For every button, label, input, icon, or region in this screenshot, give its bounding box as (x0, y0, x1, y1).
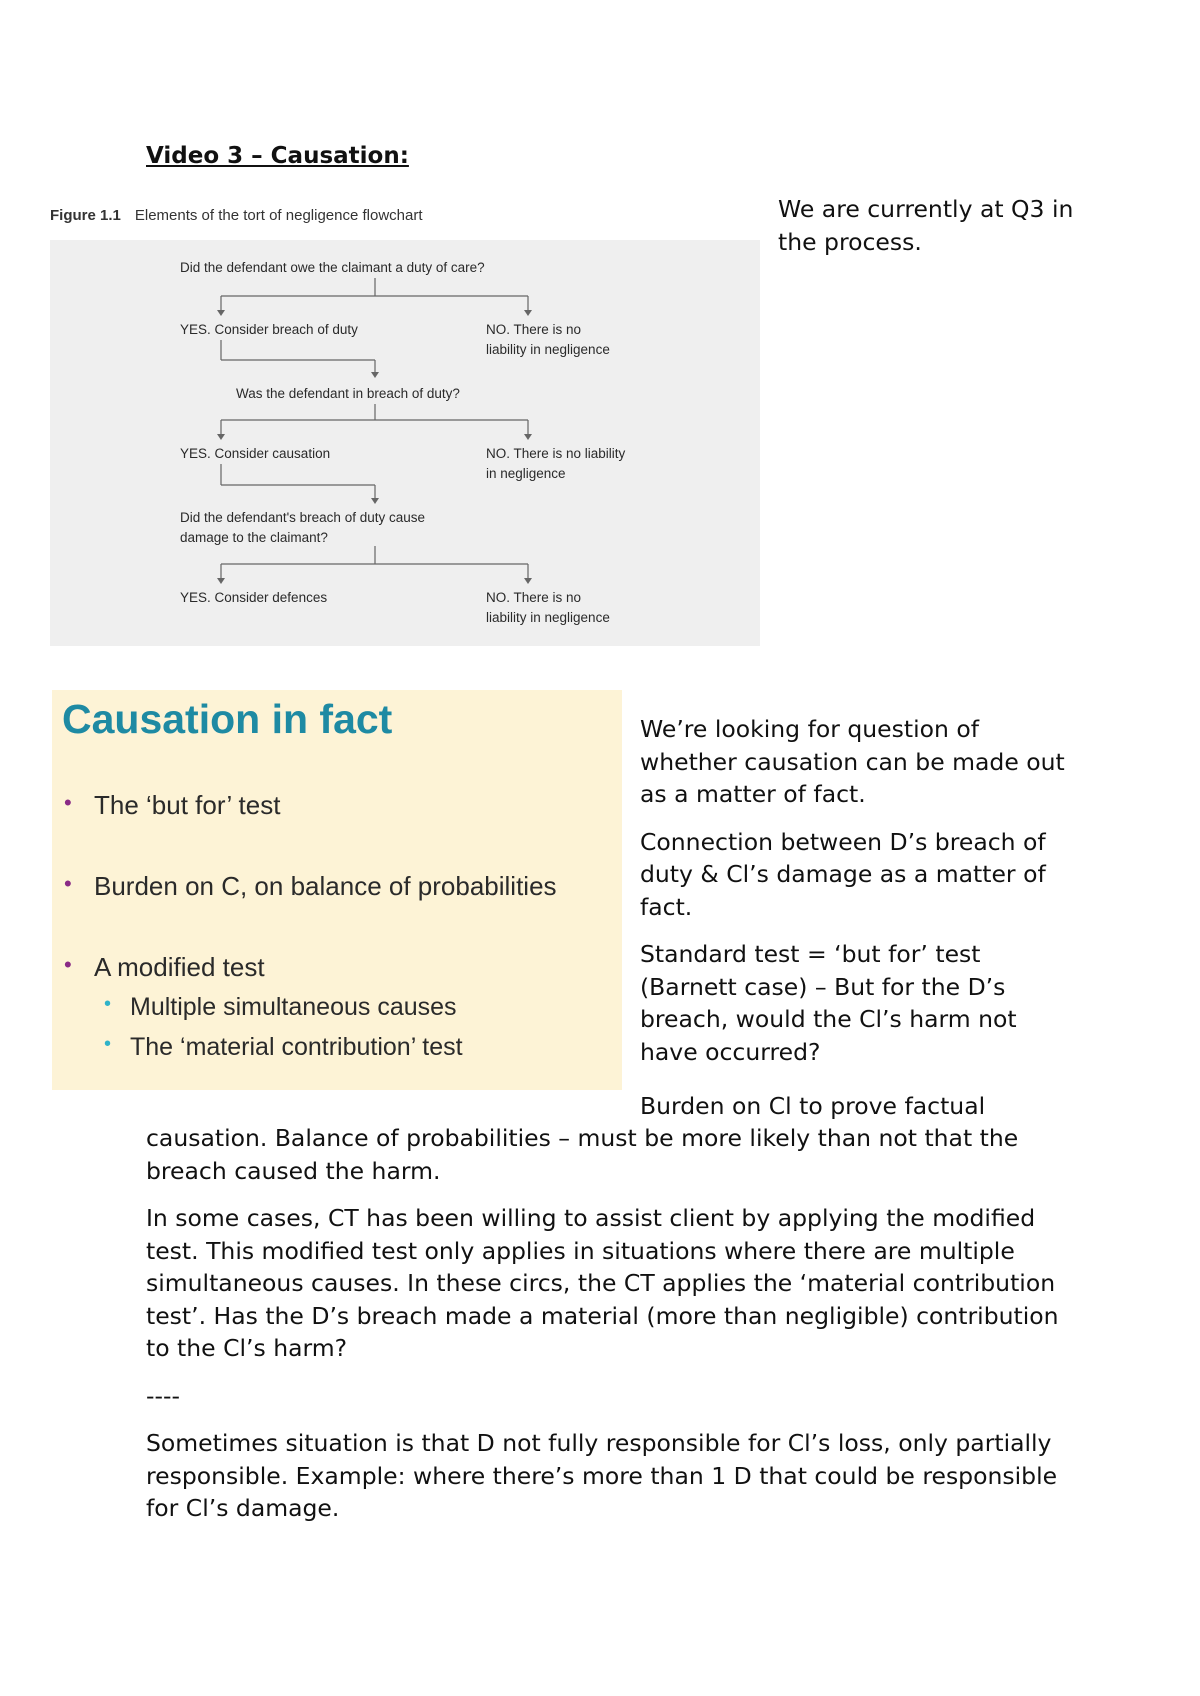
flowchart-yes1: YES. Consider breach of duty (180, 322, 358, 337)
causation-slide (52, 690, 622, 1090)
negligence-flowchart (50, 240, 760, 646)
modified-test-paragraph: In some cases, CT has been willing to assist client by applying the modified test. This modified test only applies in situations where there are multiple simultaneous causes. In these circs, the CT applies the ‘material contribution test’. Has the D’s breach made a material (more than negligible) contribution to the Cl’s harm? (146, 1204, 1059, 1362)
page-heading: Video 3 – Causation: (146, 143, 409, 169)
flowchart-no2-line2: in negligence (486, 466, 566, 481)
note-paragraph: Connection between D’s breach of duty & Cl’s damage as a matter of fact. (640, 827, 1046, 921)
separator: ---- (146, 1381, 180, 1410)
figure-label: Figure 1.1 (50, 207, 121, 224)
slide-bullet (64, 790, 281, 821)
main-notes (146, 1122, 1076, 1540)
bullet-dot-icon: • (64, 952, 72, 977)
flowchart-q1: Did the defendant owe the claimant a duty of care? (180, 260, 485, 275)
flowchart-yes3: YES. Consider defences (180, 590, 328, 605)
flowchart-yes2: YES. Consider causation (180, 446, 331, 461)
burden-first-line: Burden on Cl to prove factual (640, 1092, 986, 1120)
slide-title: Causation in fact (62, 696, 393, 742)
slide-bullet (64, 952, 265, 983)
flowchart-q3-line1: Did the defendant's breach of duty cause (180, 510, 425, 525)
burden-paragraph: causation. Balance of probabilities – must be more likely than not that the breach caused the harm. (146, 1124, 1019, 1185)
slide-bullet-text: A modified test (94, 952, 265, 982)
flowchart-q2: Was the defendant in breach of duty? (236, 386, 460, 401)
note-paragraph: Standard test = ‘but for’ test (Barnett case) – But for the D’s breach, would the Cl’s harm not have occurred? (640, 940, 1017, 1066)
slide-sub-bullet (104, 1033, 463, 1062)
slide-bullet (64, 871, 557, 902)
flowchart-q3-line2: damage to the claimant? (180, 530, 328, 545)
note-paragraph: We’re looking for question of whether causation can be made out as a matter of fact. (640, 715, 1065, 808)
slide-sub-bullet-text: Multiple simultaneous causes (130, 993, 457, 1021)
flowchart-no1-line1: NO. There is no (486, 322, 582, 337)
slide-sub-bullet (104, 993, 457, 1022)
partial-responsibility-paragraph: Sometimes situation is that D not fully responsible for Cl’s loss, only partially responsible. Example: where there’s more than 1 D that could be responsible for Cl’s damage. (146, 1429, 1058, 1522)
right-column-notes (640, 713, 1080, 1083)
figure-caption-text: Elements of the tort of negligence flowchart (134, 207, 423, 224)
slide-sub-bullet-text: The ‘material contribution’ test (130, 1033, 463, 1061)
flowchart-no2-line1: NO. There is no liability (486, 446, 626, 461)
slide-bullet-text: The ‘but for’ test (94, 790, 281, 820)
flowchart-diagram (50, 240, 760, 646)
bullet-dot-icon: • (64, 871, 72, 896)
flowchart-no1-line2: liability in negligence (486, 342, 610, 357)
flowchart-no3-line2: liability in negligence (486, 610, 610, 625)
sub-bullet-dot-icon: • (104, 1033, 112, 1055)
sub-bullet-dot-icon: • (104, 993, 112, 1015)
bullet-dot-icon: • (64, 790, 72, 815)
figure-caption (50, 207, 423, 224)
slide-bullet-text: Burden on C, on balance of probabilities (94, 871, 557, 901)
flowchart-no3-line1: NO. There is no (486, 590, 582, 605)
note-current-question: We are currently at Q3 in the process. (778, 195, 1074, 256)
